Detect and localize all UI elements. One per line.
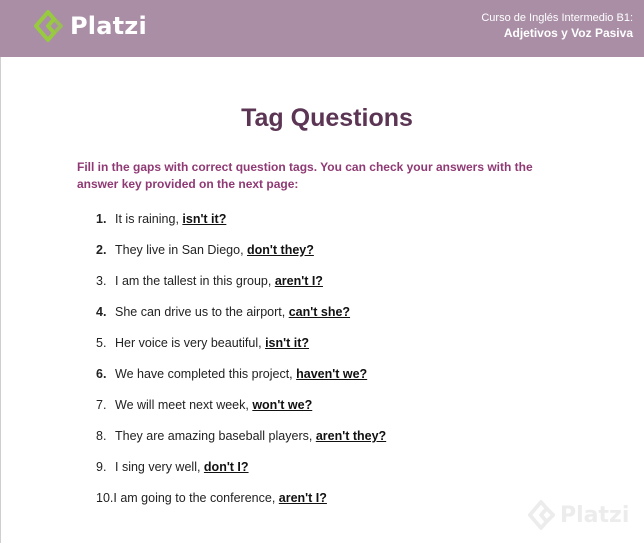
question-tag-answer: haven't we? [296,367,368,381]
platzi-watermark-icon [528,500,556,530]
question-sentence: I am going to the conference, [113,491,279,505]
question-tag-answer: don't they? [247,243,314,257]
question-sentence: Her voice is very beautiful, [115,336,266,350]
question-number: 9. [96,460,107,474]
watermark-text: Platzi [560,502,630,528]
question-sentence: We have completed this project, [115,367,297,381]
question-tag-answer: can't she? [288,305,351,319]
platzi-diamond-icon [34,10,64,42]
question-tag-answer: aren't I? [274,274,323,288]
question-sentence: It is raining, [115,212,183,226]
question-sentence: We will meet next week, [115,398,253,412]
question-sentence: I am the tallest in this group, [115,274,275,288]
question-number: 6. [96,367,107,381]
question-sentence: They live in San Diego, [115,243,248,257]
question-item [96,212,386,243]
logo-text: Platzi [70,12,147,40]
question-item [96,243,386,274]
course-name: Curso de Inglés Intermedio B1: [481,12,633,24]
question-number: 5. [96,336,107,350]
question-tag-answer: isn't it? [182,212,227,226]
question-tag-answer: don't I? [203,460,249,474]
question-sentence: I sing very well, [115,460,204,474]
page-title: Tag Questions [241,104,413,132]
question-sentence: She can drive us to the airport, [115,305,289,319]
question-item [96,398,386,429]
course-info [481,11,633,41]
question-number: 10. [96,491,114,505]
question-number: 2. [96,243,107,257]
question-tag-answer: aren't they? [315,429,387,443]
question-tag-answer: aren't I? [278,491,327,505]
question-sentence: They are amazing baseball players, [115,429,316,443]
question-item [96,274,386,305]
question-number: 1. [96,212,107,226]
question-list [96,212,386,522]
question-item [96,336,386,367]
question-number: 7. [96,398,107,412]
question-tag-answer: won't we? [252,398,313,412]
header-banner [0,0,644,57]
question-item [96,460,386,491]
question-number: 3. [96,274,107,288]
question-item [96,429,386,460]
instructions-text: Fill in the gaps with correct question tags. You can check your answers with the answer key provided on the next page: [77,160,533,191]
platzi-watermark [528,500,629,530]
course-subtitle: Adjetivos y Voz Pasiva [503,26,633,40]
question-number: 4. [96,305,107,319]
question-item [96,305,386,336]
question-number: 8. [96,429,107,443]
platzi-logo[interactable] [34,10,147,42]
question-item [96,367,386,398]
question-tag-answer: isn't it? [265,336,310,350]
question-item [96,491,386,522]
